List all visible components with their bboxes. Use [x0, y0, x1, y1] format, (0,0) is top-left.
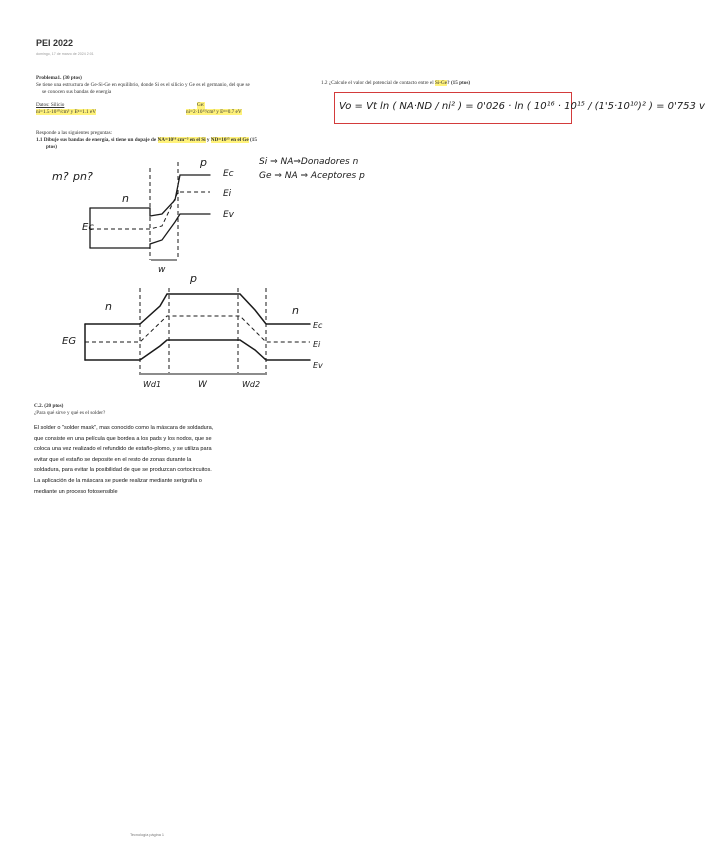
page-date: domingo, 17 de marzo de 2024 2:01: [36, 52, 94, 56]
label-n: n: [122, 192, 129, 205]
note-ge: Ge ⇒ NA ⇒ Aceptores p: [259, 171, 365, 181]
label-wd1: Wd1: [143, 380, 162, 389]
respond-instruction: Responde a las siguientes preguntas:: [36, 130, 113, 136]
question-1-1: [36, 137, 306, 144]
band-diagram-2: [30, 270, 350, 395]
question-1-1-nd: ND=10¹⁵ en el Ge: [210, 137, 249, 143]
label-n-right-2: n: [292, 304, 299, 317]
label-ev-2: Ev: [313, 361, 323, 370]
answer-line: que consiste en una película que bordea a los pads y los nodos, que se: [34, 435, 212, 442]
label-ev: Ev: [223, 210, 235, 220]
question-1-1-points-2: ptos): [46, 144, 57, 150]
label-n-left-2: n: [105, 300, 112, 313]
question-1-1-na: NA=10¹⁶ cm⁻³ en el Si: [157, 137, 206, 143]
question-1-2-suffix: ? (15 ptos): [447, 80, 471, 86]
label-w: w: [158, 265, 166, 275]
question-1-2: [321, 80, 470, 87]
label-p: p: [200, 156, 207, 169]
question-1-1-mid: y: [205, 137, 211, 143]
label-ec: Ec: [223, 169, 234, 179]
label-ec-2: Ec: [313, 321, 323, 330]
silicon-values: [36, 109, 96, 116]
conduction-band-2: [85, 294, 310, 324]
answer-line: soldadura, para evitar la posibilidad de que se produzcan cortocircuitos.: [34, 467, 212, 474]
note-si: Si ⇒ NA⇒Donadores n: [259, 157, 359, 167]
answer-line: evitar que el estaño se deposite en el resto de zonas durante la: [34, 456, 192, 463]
fermi-level-2: [85, 316, 310, 342]
question-1-2-hl: Si-Ge: [434, 80, 448, 86]
label-wd2: Wd2: [242, 380, 261, 389]
valence-band-2: [85, 340, 310, 360]
germanium-values-text: ni=2·10¹³/cm³ y Eᵍ=0.7 eV: [186, 109, 242, 115]
answer-line: La aplicación de la máscara se puede realizar mediante serigrafía o: [34, 477, 202, 484]
contact-potential-formula: Vo = Vt ln ( NA·ND / ni² ) = 0'026 · ln ( 10¹⁶ · 10¹⁵ / (1'5·10¹⁰)² ) = 0'753 v: [339, 101, 705, 112]
label-ec-left: Ec: [82, 222, 94, 233]
formula-box: [334, 92, 705, 124]
data-label: Datos: Silicio: [36, 102, 65, 108]
label-ei: Ei: [223, 189, 232, 199]
problem1-text-1: Se tiene una estructura de Ge-Si-Ge en equilibrio, donde Si es el silicio y Ge es el germanio, del que se: [36, 82, 250, 88]
band-diagram-1: [30, 150, 380, 275]
silicon-values-text: ni=1.5·10¹⁰/cm³ y Eᵍ=1.1 eV: [36, 109, 97, 115]
problem1-heading: Problema1. (30 ptos): [36, 75, 82, 81]
label-eg-2: EG: [62, 336, 77, 347]
page-title: PEI 2022: [36, 38, 74, 48]
germanium-values: [186, 109, 242, 116]
answer-line: mediante un proceso fotosensible: [34, 488, 118, 495]
conduction-band-1: [90, 175, 210, 216]
germanium-label: Ge:: [197, 102, 205, 108]
label-p-2: p: [190, 272, 197, 285]
problem2-question: ¿Para qué sirve y qué es el solder?: [34, 410, 106, 416]
solder-answer: [34, 423, 284, 497]
problem1-text-2: se conocen sus bandas de energía: [42, 89, 112, 95]
problem2-heading: C.2. (20 ptos): [34, 403, 64, 409]
page-footer: Tecnología página 1: [130, 833, 164, 837]
label-m: m?: [52, 170, 69, 183]
label-w-2: W: [198, 380, 207, 390]
question-1-1-prefix: 1.1 Dibuje sus bandas de energía, si tiene un dopaje de: [36, 137, 158, 143]
answer-line: El solder o "solder mask", mas conocido como la máscara de soldadura,: [34, 425, 214, 431]
label-ei-2: Ei: [313, 340, 321, 349]
question-1-1-points: (15: [248, 137, 257, 143]
question-1-2-prefix: 1.2 ¿Calcule el valor del potencial de contacto entre el: [321, 80, 435, 86]
answer-line: coloca una vez realizado el refundido de estaño-plomo, y se utiliza para: [34, 446, 212, 453]
label-pn: pn?: [73, 170, 93, 183]
